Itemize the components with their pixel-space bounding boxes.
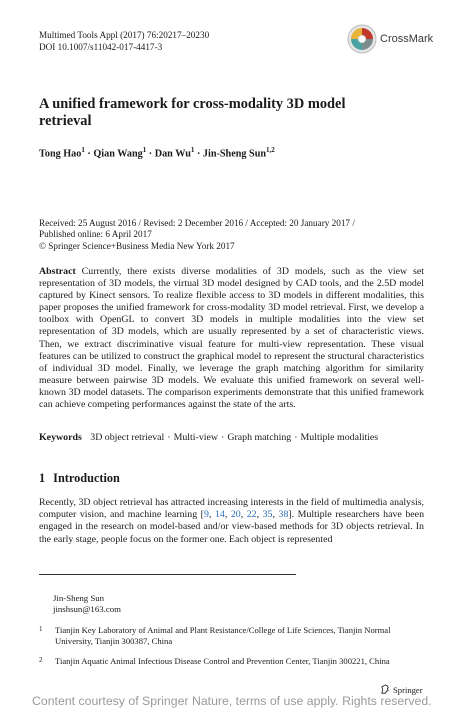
publication-dates <box>39 218 439 252</box>
section-heading <box>39 471 120 486</box>
doi[interactable]: DOI 10.1007/s11042-017-4417-3 <box>39 41 163 52</box>
journal-citation: Multimed Tools Appl (2017) 76:20217–20230 <box>39 30 210 40</box>
corresponding-author-name: Jin-Sheng Sun <box>53 593 105 603</box>
author-list <box>39 146 439 159</box>
keyword-separator: · <box>221 432 225 443</box>
corresponding-author <box>53 593 121 615</box>
citation-link[interactable]: 22 <box>246 509 257 521</box>
section-number: 1 <box>39 471 46 485</box>
affiliation-number: 1 <box>39 625 43 633</box>
author-separator: · <box>196 148 201 160</box>
intro-text-continued: ]. Multiple researchers have been engaged in the research on model-based and/or view-based methods for 3D objects retrieval. In the early stage, people focus on the former one. Each object is represented <box>39 509 425 545</box>
affiliation <box>39 625 424 647</box>
citation-link[interactable]: 9 <box>203 509 209 521</box>
published-online-line: Published online: 6 April 2017 <box>39 229 152 240</box>
abstract <box>39 266 424 411</box>
affiliation <box>39 656 424 667</box>
affiliation-number: 2 <box>39 656 43 664</box>
author-affiliation-mark: 1 <box>81 146 85 154</box>
author-affiliation-mark: 1 <box>190 146 195 154</box>
section-title: Introduction <box>53 471 120 485</box>
crossmark-badge[interactable] <box>347 24 461 54</box>
abstract-heading: Abstract <box>39 266 76 277</box>
footnote-divider <box>39 574 296 575</box>
affiliation-text: Tianjin Aquatic Animal Infectious Disease Control and Prevention Center, Tianjin 300221, China <box>55 656 390 666</box>
author-separator: · <box>87 148 91 160</box>
journal-header <box>39 30 299 53</box>
citation-link[interactable]: 14 <box>214 509 225 521</box>
keyword: Multiple modalities <box>300 432 379 443</box>
keyword: Multi-view <box>173 432 219 443</box>
author-affiliation-mark: 1,2 <box>266 146 275 154</box>
title-line-2: retrieval <box>39 113 92 129</box>
keyword: Graph matching <box>227 432 292 443</box>
copyright-watermark: Content courtesy of Springer Nature, terms of use apply. Rights reserved. <box>32 694 432 708</box>
paper-title <box>39 96 399 130</box>
crossmark-label: CrossMark <box>380 33 434 45</box>
author-name[interactable]: Dan Wu <box>154 148 191 160</box>
citation-link[interactable]: 38 <box>278 509 289 521</box>
intro-text: Recently, 3D object retrieval has attracted increasing interests in the field of multimedia analysis, computer vision, and machine learning [ <box>39 497 424 521</box>
publisher-name: Springer <box>393 684 423 695</box>
keyword-separator: · <box>294 432 298 443</box>
copyright-line: © Springer Science+Business Media New York 2017 <box>39 240 235 251</box>
corresponding-author-email[interactable]: jinshsun@163.com <box>53 604 121 614</box>
author-name[interactable]: Qian Wang <box>93 148 143 160</box>
keyword-separator: · <box>167 432 171 443</box>
author-name[interactable]: Jin-Sheng Sun <box>202 148 267 160</box>
history-line: Received: 25 August 2016 / Revised: 2 December 2016 / Accepted: 20 January 2017 / <box>39 218 355 228</box>
keywords <box>39 432 439 443</box>
author-affiliation-mark: 1 <box>142 146 147 154</box>
introduction-paragraph: Recently, 3D object retrieval has attracted increasing interests in the field of multimedia analysis, computer vision, and machine learning [9, 14, 20, 22, 35, 38]. Multiple researchers have been engaged in the research on model-based and/or view-based methods for 3D objects retrieval. In the early stage, people focus on the former one. Each object is represented <box>39 497 425 545</box>
abstract-text: Currently, there exists diverse modalities of 3D models, such as the view set representation of 3D models, the virtual 3D model designed by CAD tools, and the 2.5D model captured by Kinect sensors. To realize flexible access to 3D models in different modalities, this paper proposes the unified framework for cross-modality 3D model retrieval. First, we develop a toolbox with OpenGL to convert 3D models in multiple modalities into the view set representation of 3D models, which are usually represented by a set of characteristic views. Then, we extract discriminative visual feature for multi-view representation. These visual features can be utilized to construct the graphical model to represent the structural characteristics of individual 3D model. Finally, we leverage the graph matching algorithm for similarity measure between pairwise 3D models. We evaluate this unified framework on several well-known 3D model datasets. The comparison experiments demonstrate that this unified framework can achieve competing performances against the state of the arts. <box>39 266 425 411</box>
citation-link[interactable]: 20 <box>230 509 241 521</box>
keyword: 3D object retrieval <box>90 432 165 443</box>
title-line-1: A unified framework for cross-modality 3D model <box>39 96 346 112</box>
affiliation-text: Tianjin Key Laboratory of Animal and Plant Resistance/College of Life Sciences, Tianjin Normal University, Tianjin 300387, China <box>55 625 391 646</box>
author-separator: · <box>148 148 153 160</box>
citation-link[interactable]: 35 <box>262 509 273 521</box>
crossmark-icon <box>347 24 377 54</box>
author-name[interactable]: Tong Hao <box>39 148 82 160</box>
keywords-heading: Keywords <box>39 432 82 443</box>
